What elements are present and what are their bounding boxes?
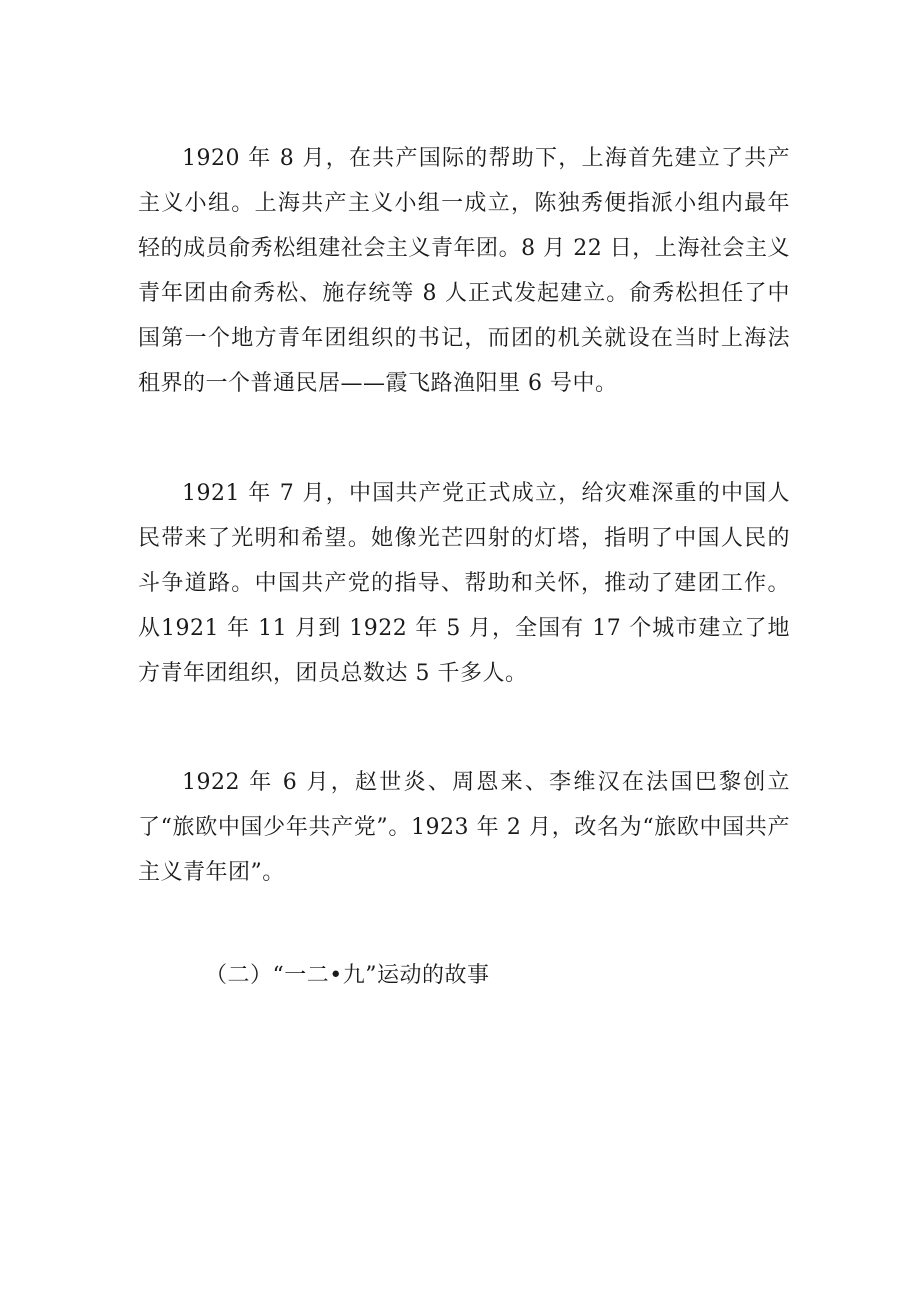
paragraph-1921-party-founding: 1921 年 7 月，中国共产党正式成立，给灾难深重的中国人民带来了光明和希望。她像光芒四射的灯塔，指明了中国人民的斗争道路。中国共产党的指导、帮助和关怀，推动了建团工作。从1921 年 11 月到 1922 年 5 月，全国有 17 个城市建立了地方青年团组织，团员总数达 5 千多人。 (138, 481, 790, 686)
paragraph-1920-shanghai-youth-league: 1920 年 8 月，在共产国际的帮助下，上海首先建立了共产主义小组。上海共产主义小组一成立，陈独秀便指派小组内最年轻的成员俞秀松组建社会主义青年团。8 月 22 日，上海社会主义青年团由俞秀松、施存统等 8 人正式发起建立。俞秀松担任了中国第一个地方青年团组织的书记，而团的机关就设在当时上海法租界的一个普通民居——霞飞路渔阳里 6 号中。 (138, 146, 790, 396)
section-heading: （二）“一二•九”运动的故事 (205, 963, 490, 988)
paragraph-1922-paris-youth-party: 1922 年 6 月，赵世炎、周恩来、李维汉在法国巴黎创立了“旅欧中国少年共产党”。1923 年 2 月，改名为“旅欧中国共产主义青年团”。 (138, 770, 790, 885)
